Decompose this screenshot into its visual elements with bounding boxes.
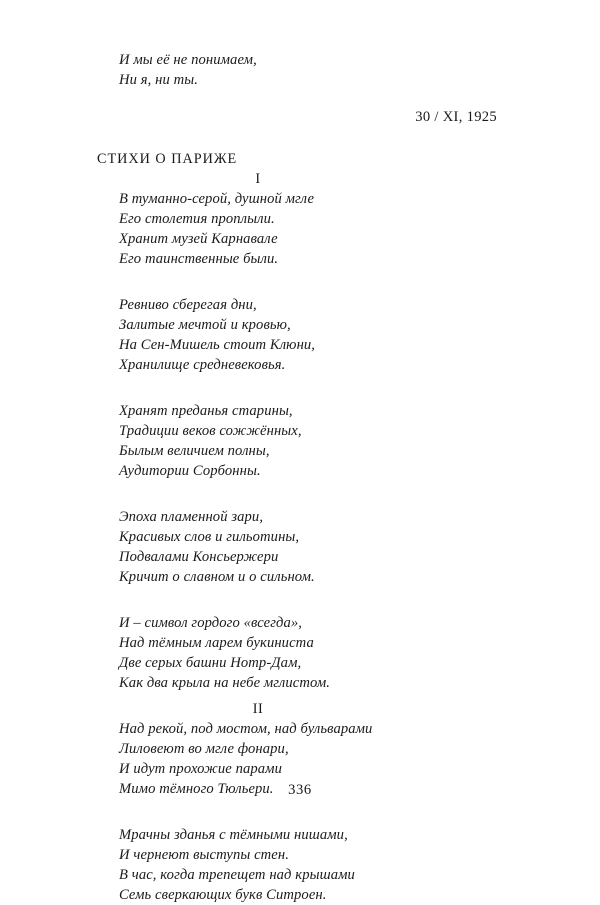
verse-line: Как два крыла на небе мглистом. [119, 675, 330, 691]
verse-line: И – символ гордого «всегда», [119, 615, 303, 631]
verse-line: В час, когда трепещет над крышами [119, 867, 355, 883]
verse-line: Мрачны зданья с тёмными нишами, [119, 827, 348, 843]
page-text-block [97, 50, 503, 905]
poem-section-2 [97, 699, 503, 905]
poem-date: 30 / XI, 1925 [415, 109, 497, 125]
verse-line: Былым величием полны, [119, 443, 270, 459]
page-number: 336 [288, 782, 312, 798]
verse-line: Его таинственные были. [119, 251, 279, 267]
verse-line: И идут прохожие парами [119, 761, 282, 777]
section-numeral: II [252, 701, 264, 717]
verse-line: Подвалами Консьержери [119, 549, 279, 565]
stanza [97, 295, 503, 375]
verse-line: В туманно-серой, душной мгле [119, 191, 315, 207]
verse-line: Залитые мечтой и кровью, [119, 317, 291, 333]
verse-line: Над рекой, под мостом, над бульварами [119, 721, 373, 737]
verse-line: Красивых слов и гильотины, [119, 529, 300, 545]
verse-line: Семь сверкающих букв Ситроен. [119, 887, 327, 903]
verse-line: Аудитории Сорбонны. [119, 463, 261, 479]
verse-line: Его столетия проплыли. [119, 211, 275, 227]
stanza [97, 613, 503, 693]
verse-line: Лиловеют во мгле фонари, [119, 741, 289, 757]
verse-line: Кричит о славном и о сильном. [119, 569, 315, 585]
verse-line: Хранилище средневековья. [119, 357, 286, 373]
verse-line: Традиции веков сожжённых, [119, 423, 302, 439]
verse-line: Ревниво сберегая дни, [119, 297, 257, 313]
stanza [97, 401, 503, 481]
stanza [97, 507, 503, 587]
verse-line: Ни я, ни ты. [119, 72, 199, 88]
verse-line: Эпоха пламенной зари, [119, 509, 264, 525]
poem-title: СТИХИ О ПАРИЖЕ [97, 151, 238, 167]
poem-section-1 [97, 169, 503, 693]
previous-poem-fragment [97, 50, 503, 90]
stanza [97, 825, 503, 905]
verse-line: Хранит музей Карнавале [119, 231, 278, 247]
verse-line: Мимо тёмного Тюльери. [119, 781, 274, 797]
section-numeral: I [255, 171, 261, 187]
verse-line: И чернеют выступы стен. [119, 847, 289, 863]
verse-line: Хранят преданья старины, [119, 403, 293, 419]
stanza [97, 189, 503, 269]
verse-line: На Сен-Мишель стоит Клюни, [119, 337, 316, 353]
verse-line: Над тёмным ларем букиниста [119, 635, 314, 651]
verse-line: Две серых башни Нотр-Дам, [119, 655, 302, 671]
verse-line: И мы её не понимаем, [119, 52, 257, 68]
